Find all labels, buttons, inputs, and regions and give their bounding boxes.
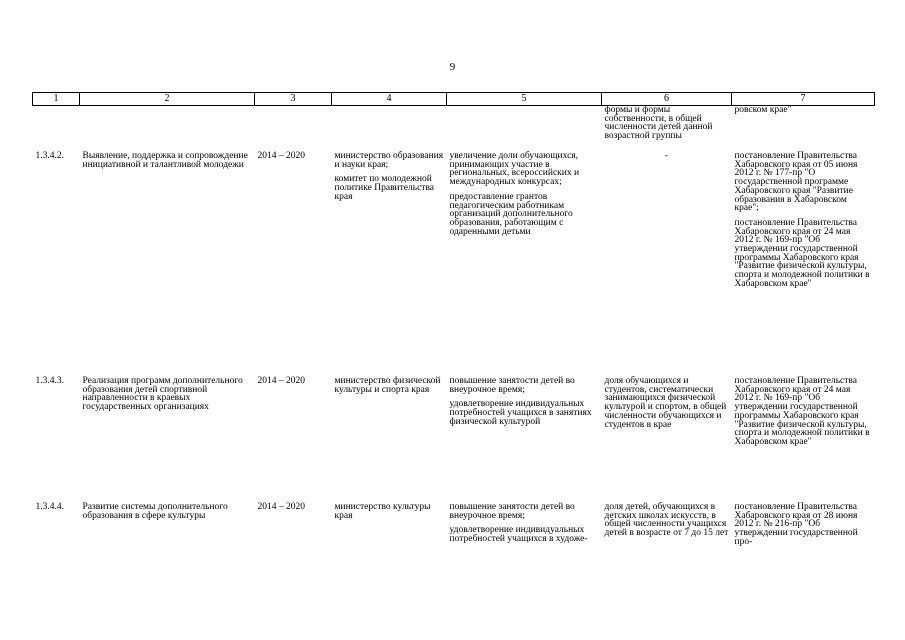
- continuation-row: [33, 106, 875, 153]
- table-row: [33, 377, 875, 503]
- executor-item: министерство физической культуры и спорта края: [334, 376, 441, 395]
- result-item: предоставление грантов педагогическим работникам организаций дополнительного образования, работающим с одаренными детьми: [449, 191, 573, 237]
- result-item: увеличение доли обучающихся, принимающих участие в региональных, всероссийских и международных конкурсах;: [449, 151, 580, 188]
- page-number: 9: [449, 61, 456, 73]
- col-header-2: 2: [80, 93, 255, 106]
- doc-item: постановление Правительства Хабаровского края от 28 июня 2012 г. № 216-пр "Об утверждении государственной про-: [734, 502, 858, 547]
- table-row: [33, 503, 875, 553]
- row-name: Выявление, поддержка и сопровождение инициативной и талантливой молодежи: [82, 151, 248, 170]
- doc-item: постановление Правительства Хабаровского края от 24 мая 2012 г. № 169-пр "Об утверждении государственной программы Хабаровского края "Развитие физической культуры, спорта и молодежной политики в Хабаровском крае": [734, 376, 870, 447]
- row-results: [447, 152, 602, 377]
- col-header-7: 7: [732, 93, 875, 106]
- row-period: 2014 – 2020: [257, 502, 305, 512]
- row-indicator: доля детей, обучающихся в детских школах искусств, в общей численности учащихся детей в возрасте от 7 до 15 лет: [604, 502, 729, 539]
- row-executors: [332, 152, 447, 377]
- table-row: [33, 152, 875, 377]
- row-code: 1.3.4.4.: [35, 502, 64, 512]
- row-indicator: -: [664, 151, 669, 161]
- col-header-5: 5: [447, 93, 602, 106]
- row-name: Развитие системы дополнительного образования в сфере культуры: [82, 502, 228, 521]
- row-period: 2014 – 2020: [257, 151, 305, 161]
- plan-table: [32, 92, 875, 553]
- row-period: 2014 – 2020: [257, 376, 305, 386]
- row-name: Реализация программ дополнительного образования детей спортивной направленности в краевых государственных организациях: [82, 376, 243, 413]
- col-header-6: 6: [602, 93, 732, 106]
- row-docs: [732, 503, 875, 553]
- row-docs: [732, 152, 875, 377]
- result-item: повышение занятости детей во внеурочное время;: [449, 376, 575, 395]
- continuation-indicator: формы и формы собственности, в общей численности детей данной возрастной группы: [604, 105, 713, 142]
- column-number-header: [33, 93, 875, 106]
- executor-item: комитет по молодежной политике Правительства края: [334, 174, 435, 202]
- row-results: [447, 377, 602, 503]
- doc-item: постановление Правительства Хабаровского края от 05 июня 2012 г. № 177-пр "О государственной программе Хабаровского края "Развитие образования в Хабаровском крае";: [734, 151, 858, 214]
- col-header-4: 4: [332, 93, 447, 106]
- row-docs: [732, 377, 875, 503]
- continuation-docs: ровском крае": [734, 105, 792, 115]
- row-code: 1.3.4.3.: [35, 376, 64, 386]
- result-item: повышение занятости детей во внеурочное время;: [449, 502, 575, 521]
- result-item: удовлетворение индивидуальных потребностей учащихся в занятиях физической культурой: [449, 399, 592, 427]
- result-item: удовлетворение индивидуальных потребностей учащихся в художе-: [449, 525, 588, 545]
- executor-item: министерство образования и науки края;: [334, 151, 444, 170]
- col-header-3: 3: [255, 93, 332, 106]
- row-executors: [332, 503, 447, 553]
- doc-item: постановление Правительства Хабаровского края от 24 мая 2012 г. № 169-пр "Об утверждении государственной программы Хабаровского края "Развитие физической культуры, спорта и молодежной политики в Хабаровском крае": [734, 217, 870, 289]
- row-code: 1.3.4.2.: [35, 151, 64, 161]
- row-indicator: доля обучающихся и студентов, систематически занимающихся физической культурой и спортом, в общей численности обучающихся и студентов в крае: [604, 376, 727, 430]
- col-header-1: 1: [33, 93, 80, 106]
- row-results: [447, 503, 602, 553]
- row-executors: [332, 377, 447, 503]
- executor-item: министерство культуры края: [334, 502, 431, 521]
